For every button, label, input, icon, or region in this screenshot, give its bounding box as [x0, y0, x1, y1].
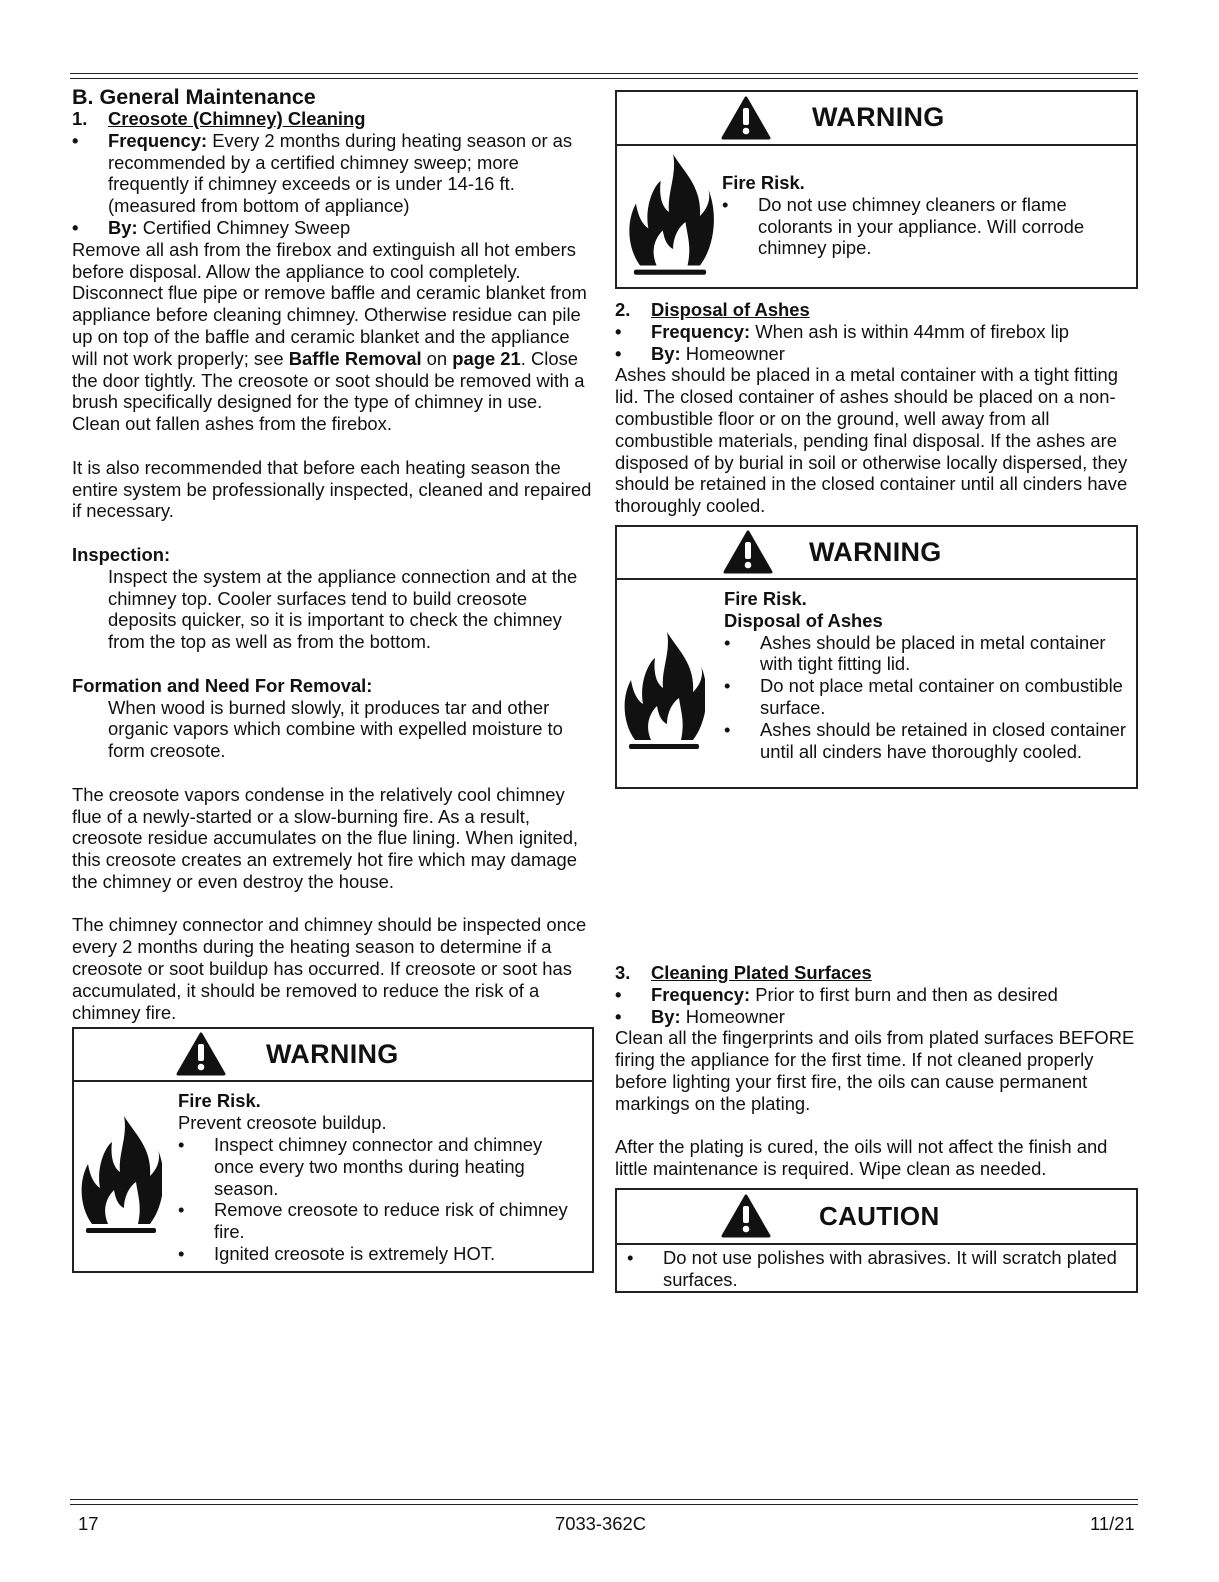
baffle-removal-ref: Baffle Removal — [288, 347, 422, 369]
warning-bullet: • Remove creosote to reduce risk of chimney fire. — [178, 1199, 568, 1243]
item1-paragraph: It is also recommended that before each heating season the entire system be professionally inspected, cleaned and repaired if necessary. — [72, 456, 592, 522]
item1-paragraph: Remove all ash from the firebox and extinguish all hot embers before disposal. Allow the appliance to cool completely. Disconnect flue pipe or remove baffle and ceramic blanket from appliance before cleaning chimney. Otherwise residue can pile up on top of the baffle and ceramic blanket and the appliance will not work properly; see Baffle Removal on page 21. Close the door tightly. The creosote or soot should be removed with a brush specifically designed for the type of chimney in use. Clean out fallen ashes from the firebox. — [72, 238, 587, 435]
warning-title: WARNING — [266, 1039, 399, 1070]
caution-title: CAUTION — [819, 1200, 940, 1231]
top-rule — [70, 73, 1138, 74]
warning-box-ashes — [615, 525, 1138, 789]
top-rule — [70, 78, 1138, 79]
alert-icon — [176, 1032, 226, 1076]
formation-text: When wood is burned slowly, it produces tar and other organic vapors which combine with expelled moisture to form creosote. — [108, 696, 563, 762]
warning-bullet: • Ashes should be retained in closed container until all cinders have thoroughly cooled. — [724, 718, 1127, 762]
inspection-text: Inspect the system at the appliance connection and at the chimney top. Cooler surfaces tend to build creosote deposits quicker, so it is important to check the chimney from the top as well as from the bottom. — [108, 565, 578, 653]
warning-bullet: • Do not use chimney cleaners or flame colorants in your appliance. Will corrode chimney pipe. — [722, 193, 1085, 259]
inspection-heading: Inspection: — [72, 543, 171, 565]
left-column — [72, 86, 594, 1273]
item3-heading: 3. Cleaning Plated Surfaces — [615, 962, 872, 983]
warning-bullet: • Inspect chimney connector and chimney once every two months during heating season. — [178, 1134, 543, 1199]
footer-rule — [70, 1499, 1138, 1500]
right-column — [615, 90, 1138, 789]
caution-bullet: • Do not use polishes with abrasives. It will scratch plated surfaces. — [627, 1246, 1117, 1290]
item1-by: • By: Certified Chimney Sweep — [72, 216, 351, 238]
warning-body — [74, 1082, 592, 1264]
item2-frequency: • Frequency: When ash is within 44mm of firebox lip — [615, 320, 1070, 342]
item3-paragraph: Clean all the fingerprints and oils from plated surfaces BEFORE firing the appliance for the first time. If not cleaned properly before lighting your first fire, the oils can cause permanent markings on the plating. — [615, 1027, 1135, 1114]
alert-icon — [723, 530, 773, 574]
warning-bullet: • Ashes should be placed in metal container with tight fitting lid. — [724, 631, 1106, 675]
warning-header — [74, 1029, 592, 1082]
warning-bullet: • Ignited creosote is extremely HOT. — [178, 1243, 496, 1265]
caution-body — [617, 1245, 1136, 1291]
item2-by: • By: Homeowner — [615, 342, 785, 364]
warning-intro: Prevent creosote buildup. — [178, 1112, 387, 1134]
warning-bullet: • Do not place metal container on combustible surface. — [724, 675, 1123, 718]
item3-by: • By: Homeowner — [615, 1005, 785, 1027]
warning-risk: Fire Risk. — [178, 1090, 261, 1112]
caution-header — [617, 1190, 1136, 1245]
warning-title: WARNING — [809, 536, 942, 567]
warning-title: WARNING — [812, 102, 945, 133]
fire-icon — [80, 1114, 162, 1240]
revision-date: 11/21 — [1090, 1513, 1135, 1534]
section-title: B. General Maintenance — [72, 85, 316, 109]
item1-paragraph: The creosote vapors condense in the relatively cool chimney flue of a newly-started or a slow-burning fire. As a result, creosote residue accumulates on the flue lining. When ignited, this creosote creates an extremely hot fire which may damage the chimney or even destroy the house. — [72, 783, 579, 892]
item3-paragraph: After the plating is cured, the oils will not affect the finish and little maintenance is required. Wipe clean as needed. — [615, 1136, 1108, 1180]
footer-rule — [70, 1504, 1138, 1505]
item1-frequency: • Frequency: Every 2 months during heating season or as recommended by a certified chimney sweep; more frequently if chimney exceeds or is under 14-16 ft. (measured from bottom of appliance) — [72, 129, 573, 217]
item1-heading: 1. Creosote (Chimney) Cleaning — [72, 108, 366, 129]
warning-box-chimney-cleaners — [615, 90, 1138, 289]
warning-box-creosote — [72, 1027, 594, 1273]
page-ref: page 21 — [452, 347, 521, 369]
document-number: 7033-362C — [555, 1513, 647, 1534]
item3-frequency: • Frequency: Prior to first burn and then as desired — [615, 983, 1058, 1005]
warning-subtitle: Disposal of Ashes — [724, 609, 883, 631]
item2-heading: 2. Disposal of Ashes — [615, 299, 810, 320]
warning-header — [617, 92, 1136, 146]
warning-header — [617, 527, 1136, 580]
caution-box — [615, 1188, 1138, 1293]
fire-icon — [623, 630, 705, 756]
page-number: 17 — [78, 1513, 99, 1534]
warning-body — [617, 580, 1136, 762]
fire-icon — [625, 152, 715, 282]
warning-body — [617, 146, 1136, 259]
formation-heading: Formation and Need For Removal: — [72, 674, 373, 696]
warning-risk: Fire Risk. — [722, 172, 805, 193]
warning-risk: Fire Risk. — [724, 587, 807, 609]
alert-icon — [721, 96, 771, 140]
item1-paragraph: The chimney connector and chimney should be inspected once every 2 months during the heating season to determine if a creosote or soot buildup has occurred. If creosote or soot has accumulated, it should be removed to reduce the risk of a chimney fire. — [72, 914, 587, 1023]
item2-paragraph: Ashes should be placed in a metal container with a tight fitting lid. The closed container of ashes should be placed on a non-combustible floor or on the ground, well away from all combustible materials, pending final disposal. If the ashes are disposed of by burial in soil or otherwise locally dispersed, they should be retained in the closed container until all cinders have thoroughly cooled. — [615, 364, 1128, 517]
right-column-lower — [615, 962, 1138, 1293]
alert-icon — [721, 1194, 771, 1238]
